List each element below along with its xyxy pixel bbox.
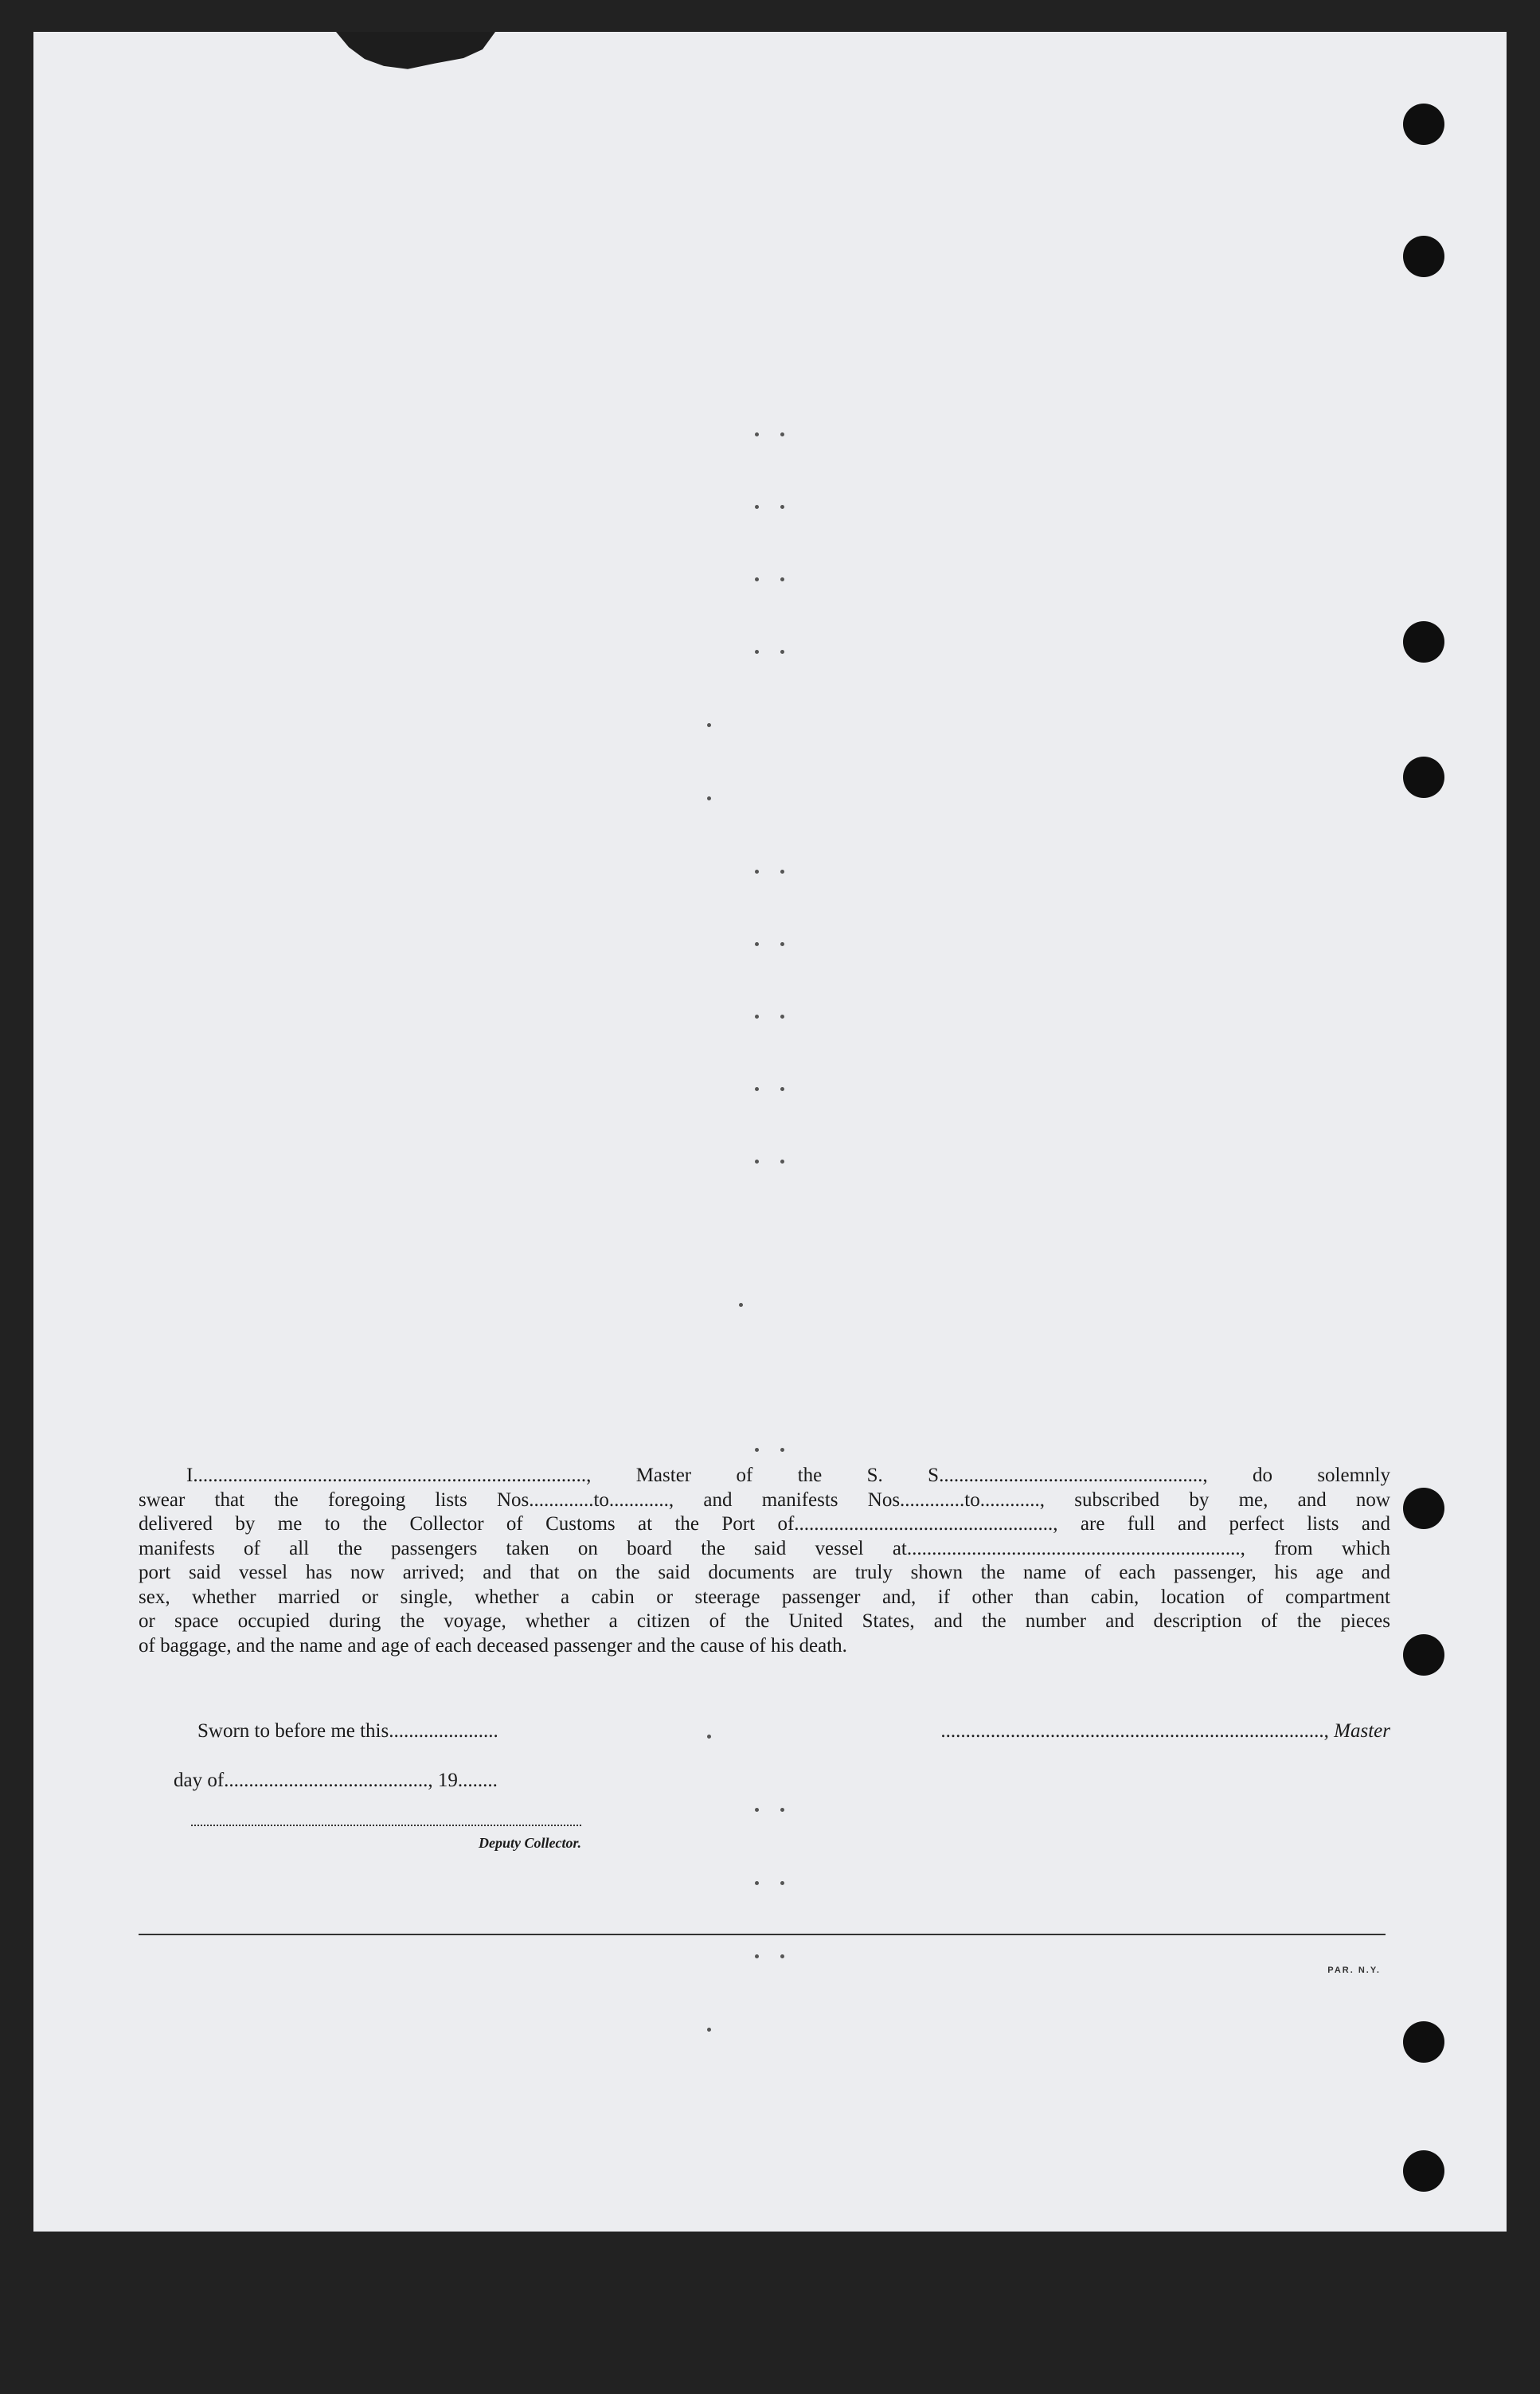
bleed-mark	[755, 505, 759, 509]
bleed-mark	[755, 870, 759, 874]
punch-hole	[1403, 2021, 1444, 2063]
bleed-mark	[780, 1015, 784, 1019]
bleed-mark	[780, 942, 784, 946]
punch-hole	[1403, 236, 1444, 277]
printer-mark: PAR. N.Y.	[1327, 1966, 1381, 1975]
bleed-mark	[755, 1808, 759, 1812]
bleed-mark	[707, 1735, 711, 1739]
bleed-mark	[780, 1881, 784, 1885]
bleed-mark	[755, 1881, 759, 1885]
deputy-collector-label: Deputy Collector.	[479, 1835, 581, 1851]
bleed-mark	[780, 1808, 784, 1812]
bleed-mark	[780, 432, 784, 436]
sworn-before-text: Sworn to before me this......................	[197, 1720, 498, 1742]
bleed-mark	[780, 505, 784, 509]
bleed-mark	[780, 1954, 784, 1958]
bleed-mark	[755, 1160, 759, 1164]
deputy-signature-line	[191, 1825, 581, 1826]
punch-hole	[1403, 2150, 1444, 2192]
bleed-mark	[780, 870, 784, 874]
oath-line: delivered by me to the Collector of Customs at the Port of...................................................., are full and perfect lists and	[139, 1513, 1390, 1535]
punch-hole	[1403, 621, 1444, 663]
bleed-mark	[755, 942, 759, 946]
oath-line: manifests of all the passengers taken on board the said vessel at..................................................................., from which	[139, 1537, 1390, 1559]
day-of-text: day of........................................., 19........	[174, 1770, 498, 1791]
oath-line: port said vessel has now arrived; and that on the said documents are truly shown the name of each passenger, his age and	[139, 1562, 1390, 1583]
punch-hole	[1403, 104, 1444, 145]
punch-hole	[1403, 757, 1444, 798]
manifest-back-page	[33, 32, 1507, 2232]
bleed-mark	[707, 2028, 711, 2032]
master-oath-paragraph	[139, 1464, 1390, 1658]
punch-hole	[1403, 1634, 1444, 1676]
bleed-mark	[780, 650, 784, 654]
oath-line: swear that the foregoing lists Nos.............to............, and manifests Nos.............to............, subscribed by me, and now	[139, 1488, 1390, 1511]
torn-corner	[336, 32, 495, 76]
punch-hole	[1403, 1488, 1444, 1529]
bleed-mark	[755, 432, 759, 436]
bleed-mark	[780, 1448, 784, 1452]
master-label: Master	[1334, 1720, 1390, 1742]
bleed-mark	[780, 1160, 784, 1164]
oath-line: of baggage, and the name and age of each deceased passenger and the cause of his death.	[139, 1634, 847, 1657]
bleed-mark	[707, 723, 711, 727]
footer-rule	[139, 1934, 1386, 1935]
bleed-mark	[780, 1087, 784, 1091]
oath-line: or space occupied during the voyage, whether a citizen of the United States, and the number and description of the pieces	[139, 1610, 1390, 1632]
bleed-mark	[755, 1954, 759, 1958]
oath-line: I..............................................................................., Master of the S. S....................................................., do solemnly	[186, 1465, 1390, 1486]
master-signature-line	[855, 1720, 1390, 1743]
oath-line: sex, whether married or single, whether a cabin or steerage passenger and, if other than cabin, location of compartment	[139, 1586, 1390, 1608]
bleed-mark	[755, 1015, 759, 1019]
bleed-mark	[755, 1448, 759, 1452]
bleed-mark	[755, 650, 759, 654]
bleed-mark	[755, 1087, 759, 1091]
bleed-mark	[780, 577, 784, 581]
master-signature-dots: .............................................................................,	[940, 1720, 1329, 1742]
bleed-mark	[755, 577, 759, 581]
bleed-mark	[707, 796, 711, 800]
bleed-mark	[739, 1303, 743, 1307]
